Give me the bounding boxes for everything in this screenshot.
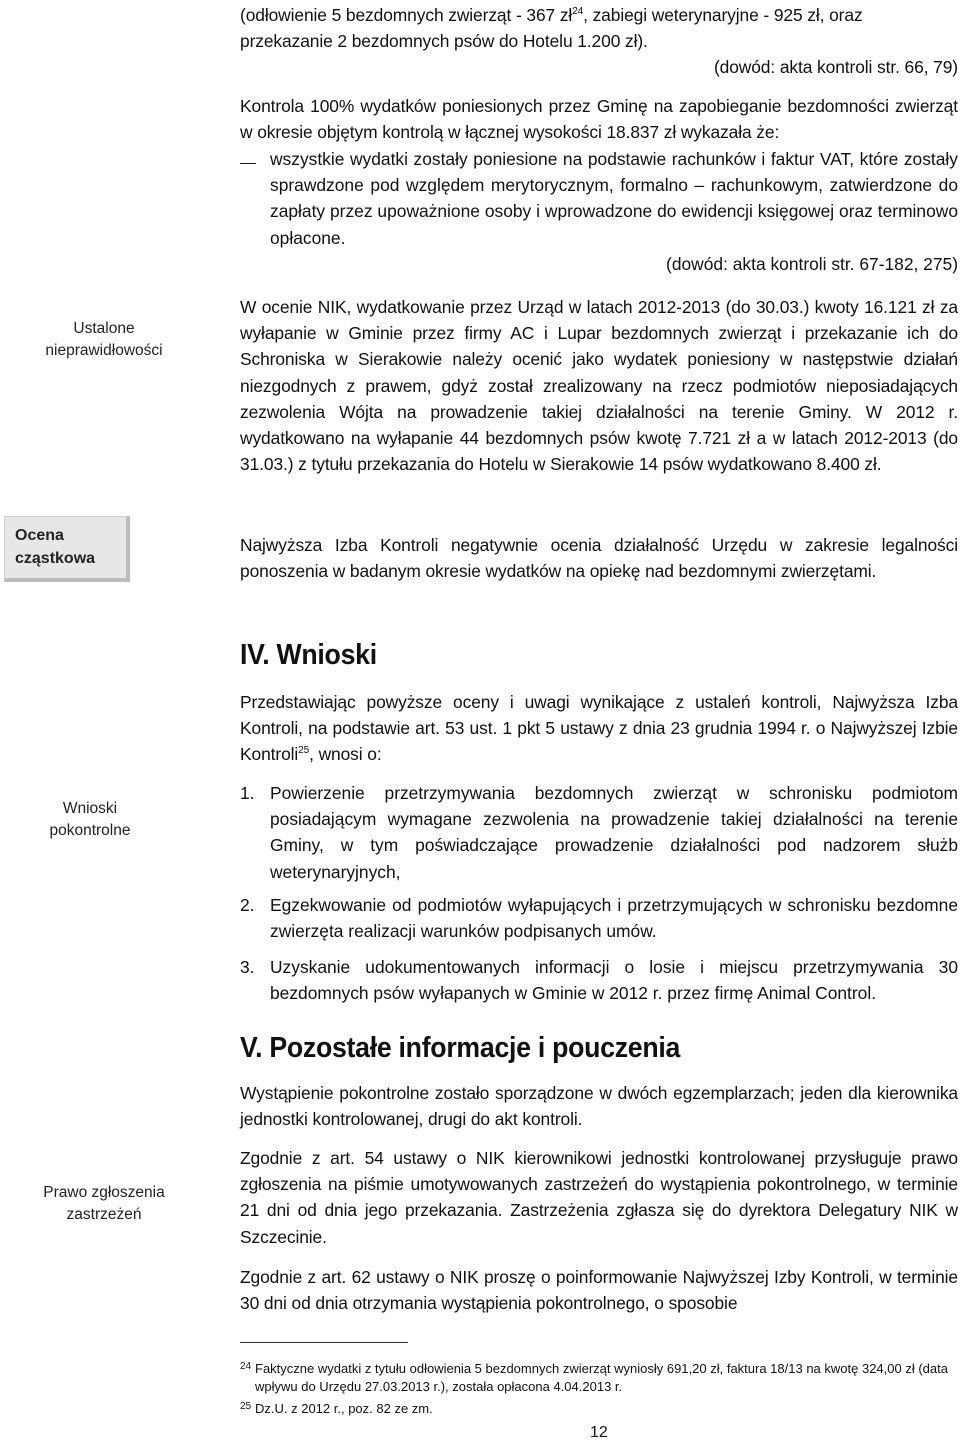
footnote-ref-24[interactable]: 24 bbox=[572, 6, 584, 17]
inform-paragraph bbox=[240, 1264, 958, 1316]
footnote-ref-25[interactable]: 25 bbox=[298, 745, 310, 757]
footnote-text: Dz.U. z 2012 r., poz. 82 ze zm. bbox=[255, 1401, 433, 1416]
list-item bbox=[240, 954, 958, 1006]
footnote-separator bbox=[240, 1342, 408, 1343]
para6-text: Wystąpienie pokontrolne zostało sporządzone w dwóch egzemplarzach; jeden dla kierownika jednostki kontrolowanej, drugi do akt kontroli. bbox=[240, 1083, 958, 1130]
sidebar-findings-label: Ustalone nieprawidłowości bbox=[45, 320, 163, 359]
evidence-note-2: (dowód: akta kontroli str. 67-182, 275) bbox=[666, 253, 958, 274]
para4-text: Najwyższa Izba Kontroli negatywnie ocenia działalność Urzędu w zakresie legalności ponoszenia w badanym okresie wydatków na opiekę nad bezdomnymi zwierzętami. bbox=[240, 535, 958, 582]
evidence-note-1: (dowód: akta kontroli str. 66, 79) bbox=[713, 57, 958, 78]
list-item-number: 1. bbox=[240, 783, 255, 803]
section-heading-iv: IV. Wnioski bbox=[240, 639, 377, 671]
para2-text: Kontrola 100% wydatków poniesionych przez Gminę na zapobieganie bezdomności zwierząt w okresie objętym kontrolą w łącznej wysokości 18.837 zł wykazała że: bbox=[240, 96, 958, 143]
footnote bbox=[240, 1360, 958, 1396]
para8-text: Zgodnie z art. 62 ustawy o NIK proszę o poinformowanie Najwyższej Izby Kontroli, w terminie 30 dni od dnia otrzymania wystąpienia pokontrolnego, o sposobie bbox=[240, 1267, 958, 1314]
para7-text: Zgodnie z art. 54 ustawy o NIK kierownikowi jednostki kontrolowanej przysługuje prawo zgłoszenia na piśmie umotywowanych zastrzeżeń do wystąpienia pokontrolnego, w terminie 21 dni od dnia jego przekazania. Zastrzeżenia zgłasza się do dyrektora Delegatury NIK w Szczecinie. bbox=[240, 1148, 958, 1247]
sidebar-partial-rating-label: Ocena cząstkowa bbox=[4, 516, 130, 582]
list-item-text: Powierzenie przetrzymywania bezdomnych zwierząt w schronisku podmiotom posiadającym wymagane zezwolenia na prowadzenie takiej działalności na terenie Gminy, w tym poświadczające prowadzenie działalności pod nadzorem służb weterynaryjnych, bbox=[270, 783, 958, 882]
nik-assessment-paragraph bbox=[240, 294, 958, 477]
para1-line1-post: , zabiegi weterynaryjne - 925 zł, oraz bbox=[583, 5, 863, 25]
audit-summary-paragraph bbox=[240, 93, 958, 145]
footnote-text: Faktyczne wydatki z tytułu odłowienia 5 bezdomnych zwierząt wyniosły 691,20 zł, faktura 18/13 na kwotę 324,00 zł (data wpływu do Urzędu 27.03.2013 r.), została opłacona 4.04.2013 r. bbox=[255, 1361, 948, 1394]
bullet-item bbox=[270, 146, 958, 277]
list-item-text: Uzyskanie udokumentowanych informacji o losie i miejscu przetrzymywania 30 bezdomnych psów wyłapanych w Gminie w 2012 r. przez firmę Animal Control. bbox=[270, 957, 958, 1004]
list-item bbox=[240, 892, 958, 944]
para1-line1-pre: (odłowienie 5 bezdomnych zwierząt - 367 zł bbox=[240, 5, 573, 25]
paragraph-continuation bbox=[240, 2, 958, 81]
footnote bbox=[240, 1400, 958, 1418]
list-item-text: Egzekwowanie od podmiotów wyłapujących i przetrzymujących w schronisku bezdomne zwierzęta realizacji warunków podpisanych umów. bbox=[270, 895, 958, 942]
list-item-number: 2. bbox=[240, 895, 255, 915]
para3-text: W ocenie NIK, wydatkowanie przez Urząd w latach 2012-2013 (do 30.03.) kwoty 16.121 zł za wyłapanie w Gminie przez firmy AC i Lupar bezdomnych zwierząt i przekazanie ich do Schroniska w Sierakowie należy ocenić jako wydatek poniesiony w następstwie działań niezgodnych z prawem, gdyż został zrealizowany na rzecz podmiotów nieposiadających zezwolenia Wójta na prowadzenie takiej działalności na terenie Gminy. W 2012 r. wydatkowano na wyłapanie 44 bezdomnych psów kwotę 7.721 zł a w latach 2012-2013 (do 31.03.) z tytułu przekazania do Hotelu w Sierakowie 14 psów wydatkowano 8.400 zł. bbox=[240, 297, 958, 475]
negative-rating-paragraph bbox=[240, 532, 958, 584]
footnote-number: 25 bbox=[240, 1401, 252, 1412]
conclusions-intro-paragraph bbox=[240, 689, 958, 768]
section-heading-v: V. Pozostałe informacje i pouczenia bbox=[240, 1032, 681, 1064]
copies-paragraph bbox=[240, 1080, 958, 1132]
objections-paragraph bbox=[240, 1145, 958, 1250]
para5-tail: , wnosi o: bbox=[309, 744, 382, 765]
list-item-number: 3. bbox=[240, 957, 255, 977]
footnote-number: 24 bbox=[240, 1361, 252, 1372]
bullet-text: wszystkie wydatki zostały poniesione na podstawie rachunków i faktur VAT, które zostały sprawdzone pod względem merytorycznym, formalno – rachunkowym, zatwierdzone do zapłaty przez upoważnione osoby i wprowadzone do ewidencji księgowej oraz terminowo opłacone. bbox=[270, 149, 958, 248]
sidebar-conclusions-label: Wnioski pokontrolne bbox=[49, 800, 131, 839]
list-item bbox=[240, 780, 958, 885]
bullet-dash bbox=[240, 151, 256, 164]
para1-line2: przekazanie 2 bezdomnych psów do Hotelu 1.200 zł). bbox=[240, 31, 648, 52]
page-number: 12 bbox=[590, 1424, 608, 1441]
sidebar-objections-label: Prawo zgłoszenia zastrzeżeń bbox=[43, 1184, 165, 1223]
para5-text: Przedstawiając powyższe oceny i uwagi wynikające z ustaleń kontroli, Najwyższa Izba Kontroli, na podstawie art. 53 ust. 1 pkt 5 ustawy z dnia 23 grudnia 1994 r. o Najwyższej Izbie Kontroli bbox=[240, 692, 958, 765]
